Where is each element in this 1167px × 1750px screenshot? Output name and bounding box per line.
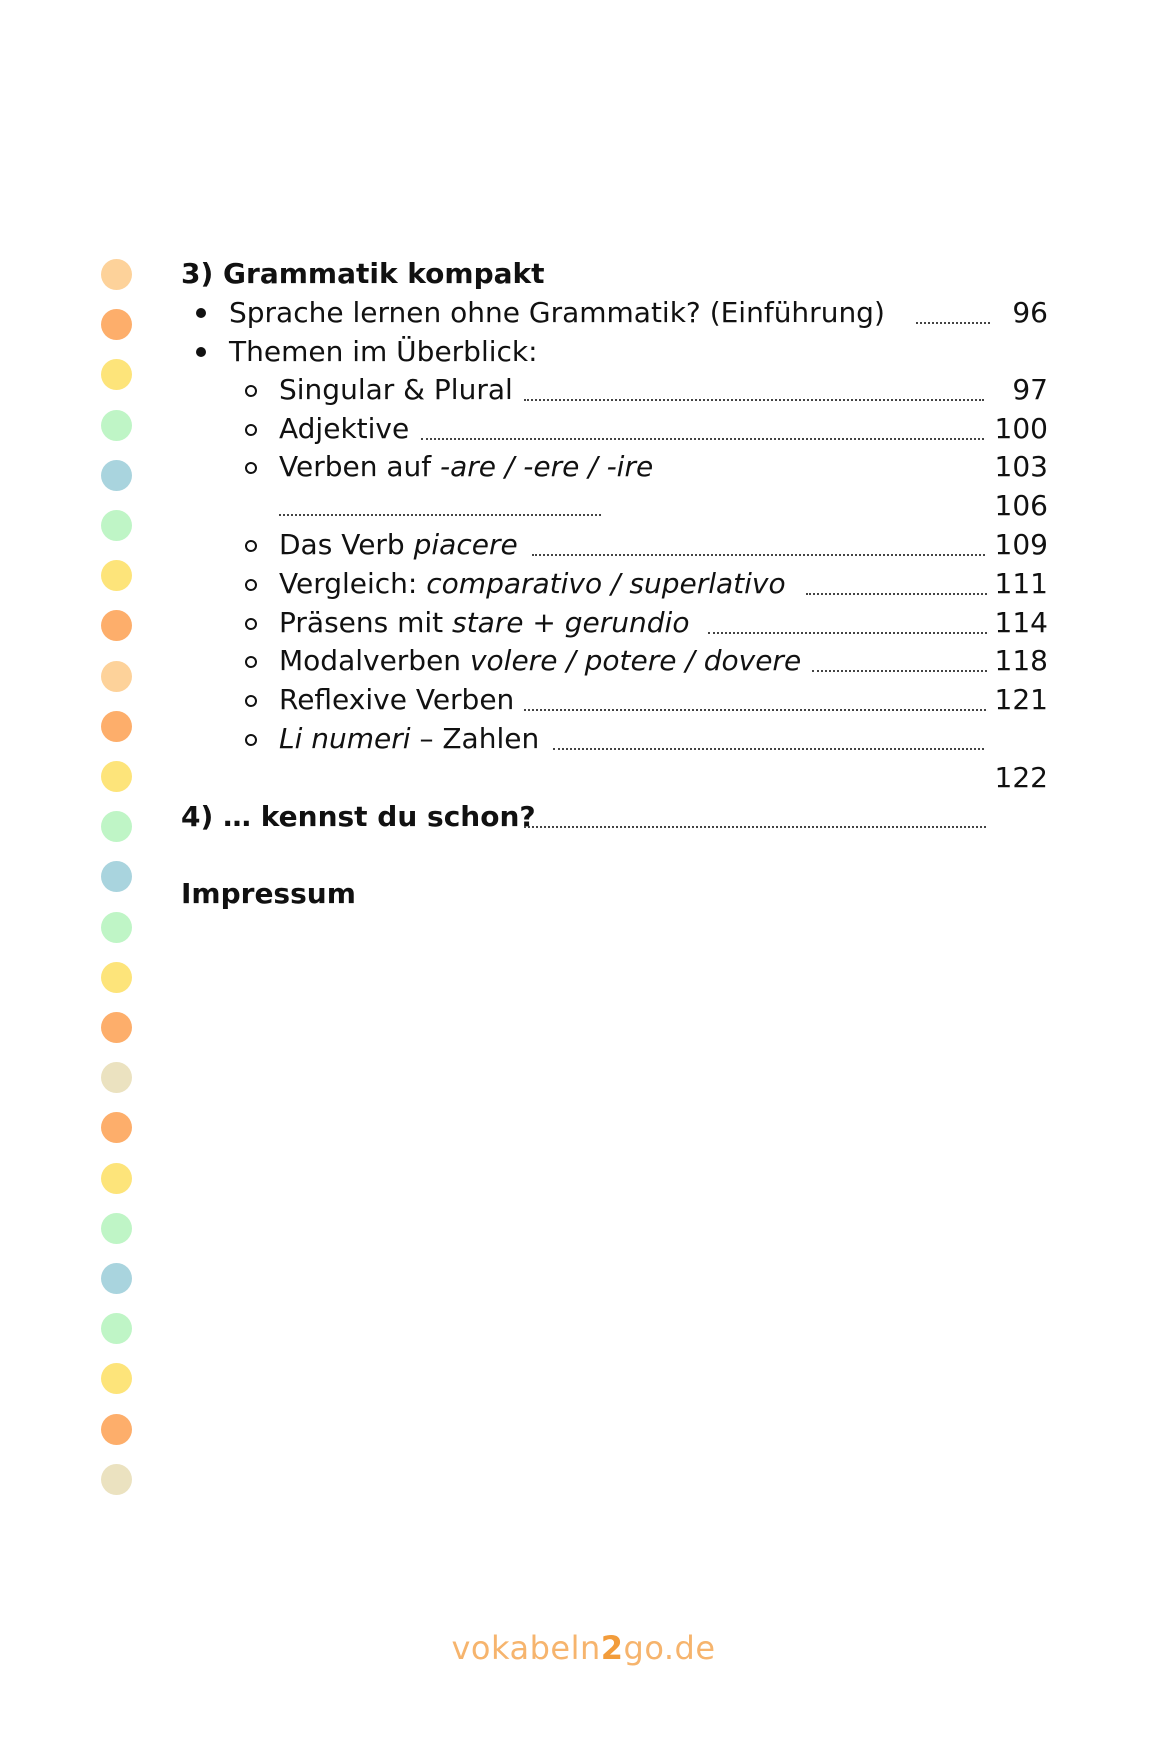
page-number-singular: 97: [1012, 373, 1048, 406]
toc-entry-italic: -are / -ere / -ire: [440, 450, 654, 483]
toc-entry-italic: Li numeri: [279, 722, 411, 755]
page-number-verben-2: 106: [994, 489, 1048, 522]
toc-entry-vergleich[interactable]: [279, 566, 786, 602]
page-number-modalverben: 118: [994, 644, 1048, 677]
section-4-heading[interactable]: 4) … kennst du schon?: [181, 800, 536, 833]
circle-bullet-icon: [245, 579, 257, 591]
page-number-adjektive: 100: [994, 412, 1048, 445]
page-number-intro: 96: [1012, 296, 1048, 329]
toc-entry-praesens[interactable]: [279, 605, 689, 641]
dot-leader: [532, 554, 985, 556]
toc-entry-italic: comparativo / superlativo: [426, 567, 786, 600]
toc-entry-text: – Zahlen: [410, 722, 540, 755]
page-number-numeri: 122: [994, 761, 1048, 794]
toc-entry-verben[interactable]: [279, 449, 653, 485]
toc-entry-adjektive[interactable]: Adjektive: [279, 412, 410, 445]
toc-entry-intro[interactable]: Sprache lernen ohne Grammatik? (Einführung): [229, 296, 885, 329]
dot-leader: [524, 709, 986, 711]
circle-bullet-icon: [245, 618, 257, 630]
toc-entry-reflexive-verben[interactable]: Reflexive Verben: [279, 683, 515, 716]
brand-domain: go.de: [623, 1629, 716, 1667]
circle-bullet-icon: [245, 734, 257, 746]
bullet-icon: [196, 347, 206, 357]
dot-leader: [524, 826, 986, 828]
section-3-heading: 3) Grammatik kompakt: [181, 257, 545, 290]
toc-entry-italic: volere / potere / dovere: [469, 644, 802, 677]
dot-leader: [279, 514, 601, 516]
dot-leader: [524, 399, 984, 401]
page-number-praesens: 114: [994, 606, 1048, 639]
page-number-piacere: 109: [994, 528, 1048, 561]
toc-entry-modalverben[interactable]: [279, 643, 801, 679]
circle-bullet-icon: [245, 462, 257, 474]
brand-text: vokabeln: [451, 1629, 601, 1667]
dot-leader: [806, 593, 987, 595]
brand-number: 2: [600, 1629, 624, 1667]
toc-entry-text: Präsens mit: [279, 606, 453, 639]
toc-entry-singular-plural[interactable]: Singular & Plural: [279, 373, 513, 406]
dot-leader: [708, 632, 987, 634]
toc-entry-text: Modalverben: [279, 644, 470, 677]
dot-leader: [421, 438, 984, 440]
impressum-heading[interactable]: Impressum: [181, 877, 356, 910]
toc-entry-italic: stare + gerundio: [452, 606, 690, 639]
circle-bullet-icon: [245, 540, 257, 552]
dot-leader: [812, 670, 987, 672]
circle-bullet-icon: [245, 385, 257, 397]
circle-bullet-icon: [245, 656, 257, 668]
page-number-reflexive: 121: [994, 683, 1048, 716]
toc-entry-italic: piacere: [413, 528, 518, 561]
circle-bullet-icon: [245, 695, 257, 707]
toc-entry-text: Verben auf: [279, 450, 441, 483]
dot-leader: [553, 748, 984, 750]
toc-entry-numeri[interactable]: [279, 721, 539, 757]
footer-brand: [0, 1628, 1167, 1668]
topics-label: Themen im Überblick:: [229, 335, 538, 368]
page-number-vergleich: 111: [994, 567, 1048, 600]
toc-entry-piacere[interactable]: [279, 527, 518, 563]
bullet-icon: [196, 308, 206, 318]
circle-bullet-icon: [245, 424, 257, 436]
dot-leader: [916, 322, 990, 324]
toc-entry-text: Das Verb: [279, 528, 414, 561]
toc-entry-text: Vergleich:: [279, 567, 427, 600]
page-number-verben: 103: [994, 450, 1048, 483]
